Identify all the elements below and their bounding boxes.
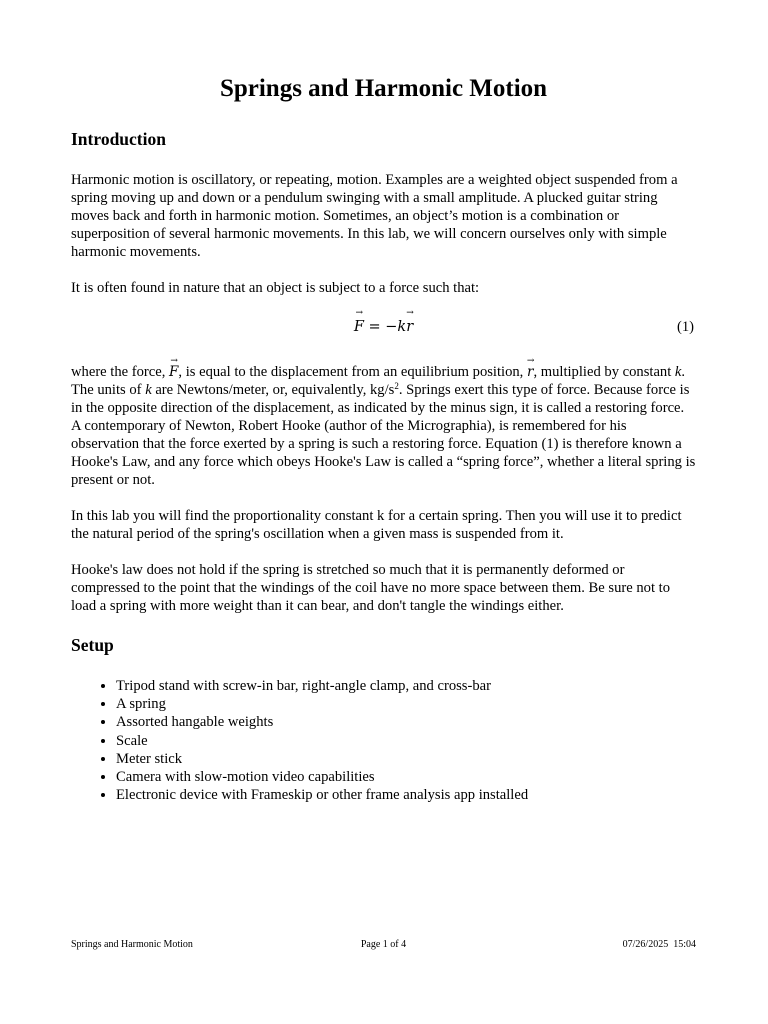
equation-number: (1) bbox=[676, 319, 694, 335]
equation-body bbox=[71, 319, 696, 335]
force-vector-symbol: → F bbox=[354, 319, 364, 335]
p3-text-2: , is equal to the displacement from an equilibrium position, bbox=[178, 364, 527, 380]
equation-1 bbox=[71, 319, 696, 341]
p3-text-4: . The units of bbox=[71, 364, 686, 398]
intro-paragraph-3 bbox=[71, 363, 696, 489]
page-content bbox=[71, 72, 696, 804]
setup-item: • Scale bbox=[116, 732, 696, 750]
setup-item: • Tripod stand with screw-in bar, right-angle clamp, and cross-bar bbox=[116, 677, 696, 695]
units-exponent: 2 bbox=[394, 381, 399, 391]
document-title: Springs and Harmonic Motion bbox=[219, 75, 548, 102]
setup-item: • A spring bbox=[116, 695, 696, 713]
intro-paragraph-1: Harmonic motion is oscillatory, or repeating, motion. Examples are a weighted object suspended from a spring moving up and down or a pendulum swinging with a small amplitude. A plucked guitar string moves back and forth in harmonic motion. Sometimes, an object’s motion is a combination or superposition of several harmonic movements. In this lab, we will concern ourselves only with simple harmonic movements. bbox=[71, 172, 678, 260]
p3-text-1: where the force, bbox=[71, 364, 170, 380]
equation-middle: = −k bbox=[363, 319, 407, 335]
page-footer bbox=[71, 939, 696, 953]
intro-paragraph-2: It is often found in nature that an object is subject to a force such that: bbox=[71, 280, 480, 296]
setup-item: • Meter stick bbox=[116, 750, 696, 768]
constant-k-1: k bbox=[674, 364, 682, 380]
force-symbol: → F bbox=[169, 363, 178, 381]
intro-paragraph-4: In this lab you will find the proportionality constant k for a certain spring. Then you will use it to predict the natural period of the spring's oscillation when a given mass is suspended from it. bbox=[71, 508, 682, 542]
setup-item: • Camera with slow-motion video capabilities bbox=[116, 768, 696, 786]
p3-text-3: , multiplied by constant bbox=[533, 364, 675, 380]
introduction-heading: Introduction bbox=[71, 129, 166, 149]
setup-heading: Setup bbox=[71, 635, 114, 655]
constant-k-2: k bbox=[145, 382, 152, 398]
p3-text-5: are Newtons/meter, or, equivalently, kg/s bbox=[151, 382, 395, 398]
footer-timestamp: 07/26/2025 15:04 bbox=[622, 939, 696, 950]
setup-item: • Electronic device with Frameskip or other frame analysis app installed bbox=[116, 786, 696, 804]
intro-paragraph-5: Hooke's law does not hold if the spring is stretched so much that it is permanently deformed or compressed to the point that the windings of the coil have no more space between them. Be sure not to load a spring with more weight than it can bear, and don't tangle the windings either. bbox=[71, 562, 670, 614]
footer-document-title: Springs and Harmonic Motion bbox=[71, 939, 193, 950]
setup-item: • Assorted hangable weights bbox=[116, 713, 696, 731]
displacement-symbol: → r bbox=[527, 363, 533, 381]
displacement-vector-symbol: → r bbox=[406, 319, 413, 335]
p3-text-6: . Springs exert this type of force. Because force is in the opposite direction of the displacement, as indicated by the minus sign, it is called a restoring force. A contemporary of Newton, Robert Hooke (author of the Micrographia), is remembered for his observation that the force exerted by a spring is such a restoring force. Equation (1) is therefore known a Hooke's Law, and any force which obeys Hooke's Law is called a “spring force”, whether a literal spring is present or not. bbox=[71, 382, 696, 488]
footer-page-number: Page 1 of 4 bbox=[360, 939, 407, 950]
setup-list bbox=[71, 677, 696, 804]
